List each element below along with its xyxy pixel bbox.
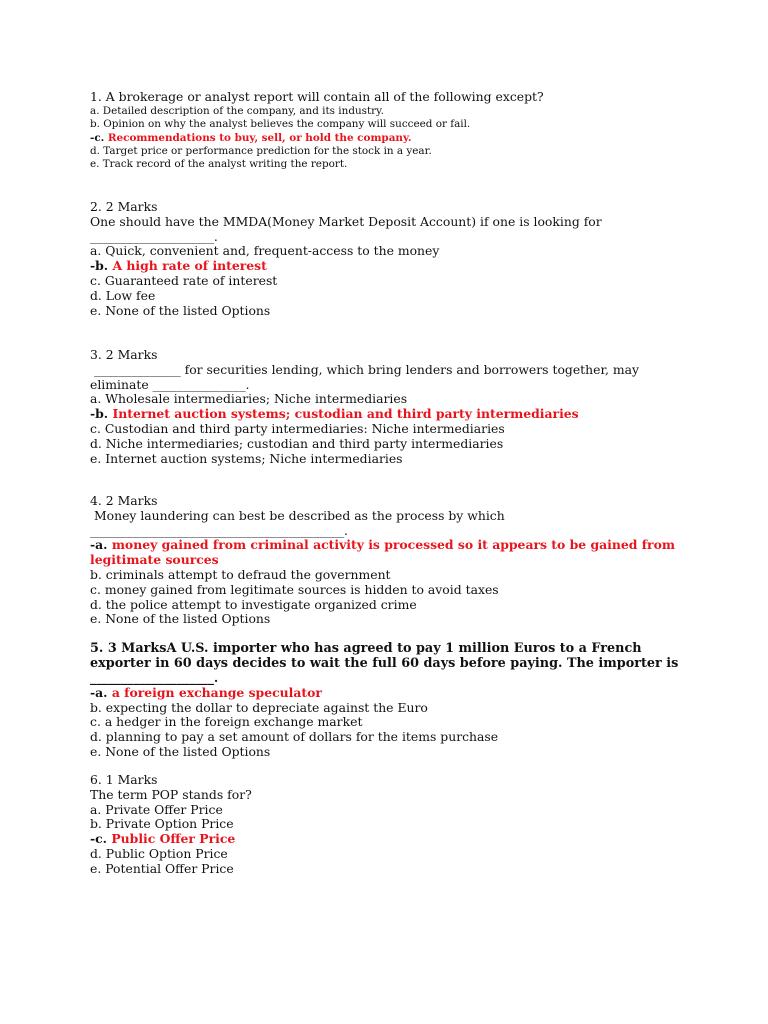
option-b: b. criminals attempt to defraud the government [90,566,391,582]
answer-marker: -a. [90,537,112,553]
option-a: a. Private Offer Price [90,801,223,817]
question-3 [90,348,639,466]
question-stem-line-2: _________________________________________. [90,522,348,538]
question-stem: 1. A brokerage or analyst report will contain all of the following except? [90,89,544,104]
option-b-correct [90,259,602,274]
option-d: d. Public Option Price [90,845,228,861]
answer-marker: -a. [90,684,112,700]
correct-answer-text: A high rate of interest [112,258,267,274]
question-stem-line-2: ____________________. [90,228,218,244]
question-marks: 6. 1 Marks [90,772,158,787]
option-b: b. Opinion on why the analyst believes the company will succeed or fail. [90,118,471,131]
answer-marker: -c. [90,831,112,847]
correct-answer-text: money gained from criminal activity is processed so it appears to be gained from [111,537,675,553]
question-stem-line-1: ______________ for securities lending, which bring lenders and borrowers together, may [90,361,640,377]
question-6 [90,773,252,877]
question-stem-line-1: Money laundering can best be described as the process by which [90,507,505,523]
option-a: a. Wholesale intermediaries; Niche intermediaries [90,391,408,407]
option-b: b. Private Option Price [90,816,234,832]
option-e: e. None of the listed Options [90,302,271,318]
option-a: a. Detailed description of the company, and its industry. [90,104,384,117]
option-a-correct-continued [90,553,675,568]
option-a-correct [90,538,675,553]
option-c: c. Custodian and third party intermediaries: Niche intermediaries [90,420,505,436]
question-stem-blank: ____________________. [90,670,219,685]
option-d: d. planning to pay a set amount of dollars for the items purchase [90,729,499,745]
question-4 [90,494,675,627]
option-c: c. money gained from legitimate sources is hidden to avoid taxes [90,581,499,597]
option-c-correct [90,832,252,847]
option-d: d. Low fee [90,287,156,303]
question-marks: 3. 2 Marks [90,347,158,362]
option-e: e. None of the listed Options [90,611,271,627]
option-b-correct [90,407,639,422]
option-e: e. None of the listed Options [90,743,271,759]
option-d: d. Target price or performance prediction for the stock in a year. [90,145,432,158]
question-marks: 4. 2 Marks [90,493,158,508]
correct-answer-text-continued: legitimate sources [90,552,219,568]
option-c: c. a hedger in the foreign exchange market [90,714,363,730]
question-marks: 2. 2 Marks [90,199,158,214]
correct-answer-text: Public Offer Price [111,831,236,847]
answer-marker: -b. [90,258,113,274]
option-e: e. Potential Offer Price [90,860,234,876]
option-a: a. Quick, convenient and, frequent-access to the money [90,243,440,259]
option-a-correct [90,686,680,701]
option-d: d. Niche intermediaries; custodian and third party intermediaries [90,435,504,451]
answer-marker: -b. [90,406,113,422]
question-1 [90,90,544,172]
question-stem-line-2: eliminate _______________. [90,376,250,392]
question-stem-line-1: One should have the MMDA(Money Market Deposit Account) if one is looking for [90,213,602,229]
question-stem-line-1: The term POP stands for? [90,786,252,802]
correct-answer-text: Internet auction systems; custodian and third party intermediaries [112,406,579,422]
option-e: e. Internet auction systems; Niche intermediaries [90,450,403,466]
option-c: c. Guaranteed rate of interest [90,272,278,288]
correct-answer-text: a foreign exchange speculator [111,684,322,700]
option-c-correct [90,132,544,145]
correct-answer-text: Recommendations to buy, sell, or hold the company. [107,131,412,144]
option-b: b. expecting the dollar to depreciate against the Euro [90,699,428,715]
answer-marker: -c. [90,131,108,144]
question-stem: 5. 3 MarksA U.S. importer who has agreed to pay 1 million Euros to a French exporter in 60 days decides to wait the full 60 days before paying. The importer is [90,641,679,671]
question-2 [90,200,602,318]
option-d: d. the police attempt to investigate organized crime [90,596,417,612]
question-5 [90,641,680,760]
option-e: e. Track record of the analyst writing the report. [90,158,348,171]
